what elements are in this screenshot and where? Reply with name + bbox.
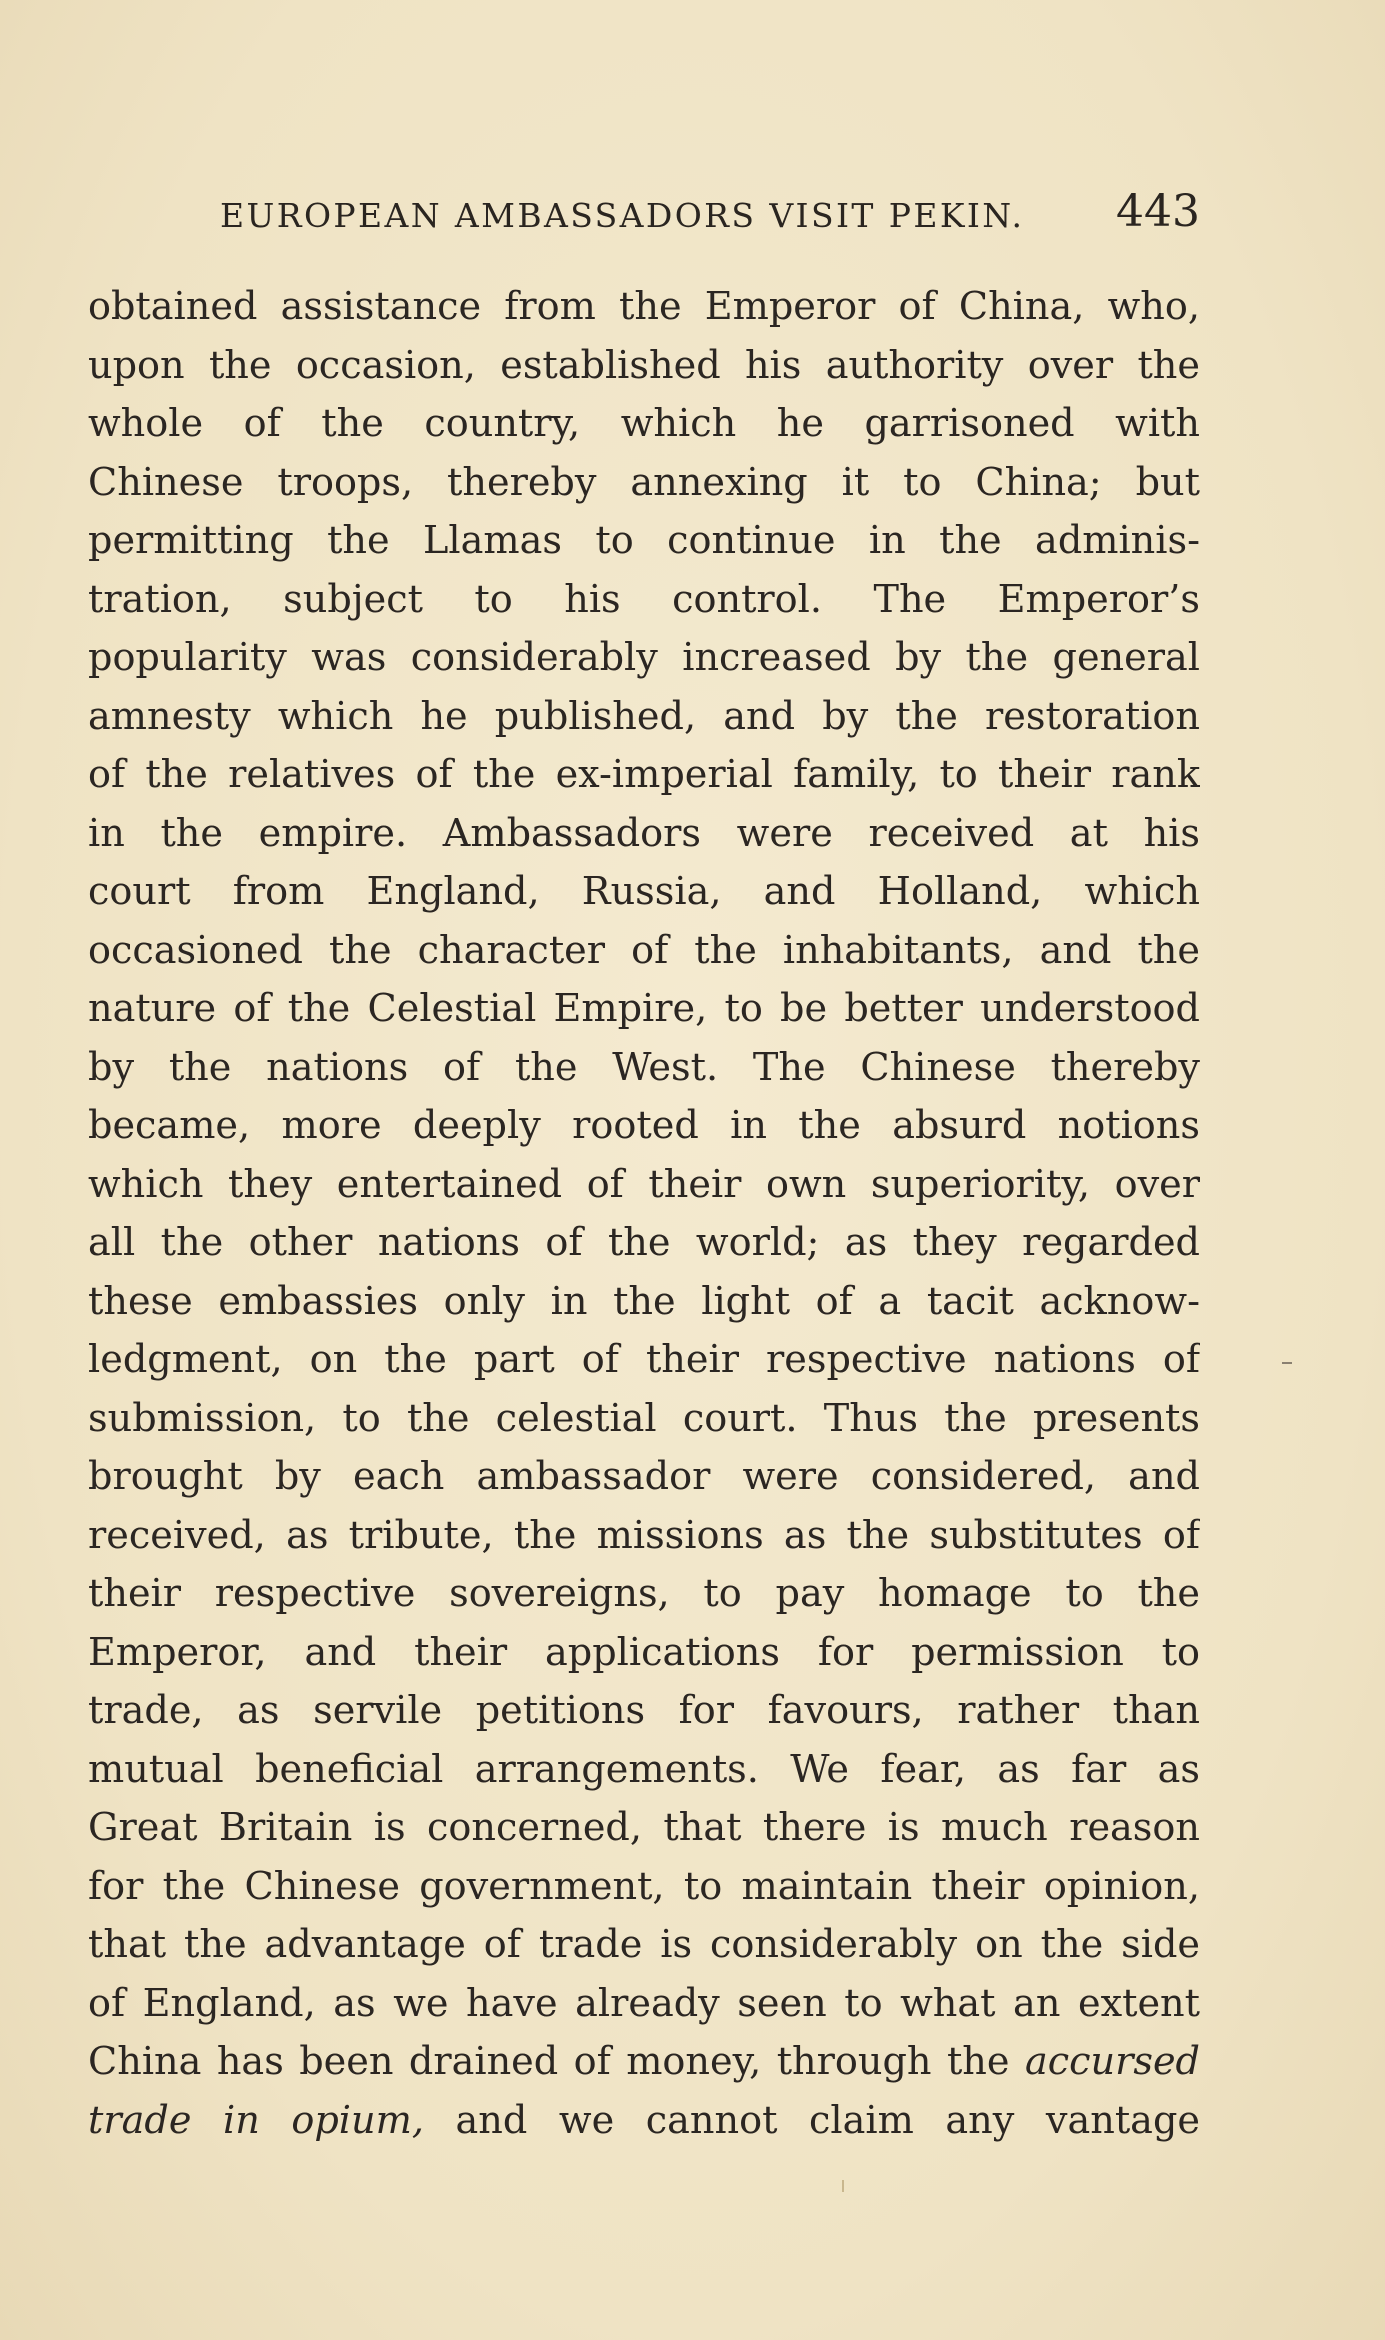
text-line: whole of the country, which he garrisoned with <box>88 402 1200 446</box>
text-line: which they entertained of their own superiority, over <box>88 1162 1200 1207</box>
text-line: submission, to the celestial court. Thus the presents <box>88 1396 1200 1441</box>
text-line: nature of the Celestial Empire, to be better understood <box>88 987 1200 1031</box>
text-line: Great Britain is concerned, that there is much reason <box>88 1806 1200 1850</box>
text-line: occasioned the character of the inhabitants, and the <box>88 928 1200 973</box>
text-line: received, as tribute, the missions as the substitutes of <box>88 1513 1200 1558</box>
text-line: their respective sovereigns, to pay homage to the <box>88 1572 1200 1616</box>
text-line-mixed <box>88 2033 1200 2092</box>
text-line: these embassies only in the light of a tacit acknow- <box>88 1279 1200 1324</box>
text-line: brought by each ambassador were considered, and <box>88 1455 1200 1499</box>
text-line: permitting the Llamas to continue in the adminis- <box>88 519 1200 563</box>
text-line: mutual beneficial arrangements. We fear, as far as <box>88 1747 1200 1792</box>
text-line: of England, as we have already seen to what an extent <box>88 1981 1200 2026</box>
margin-mark <box>1282 1362 1292 1364</box>
text-line: of the relatives of the ex-imperial family, to their rank <box>88 753 1200 797</box>
text-line: became, more deeply rooted in the absurd notions <box>88 1104 1200 1148</box>
text-line: in the empire. Ambassadors were received at his <box>88 811 1200 856</box>
text-line: Emperor, and their applications for permission to <box>88 1630 1200 1675</box>
text-italic: trade in opium, <box>88 2098 424 2143</box>
text-line: tration, subject to his control. The Emperor’s <box>88 577 1200 622</box>
text-line: obtained assistance from the Emperor of China, who, <box>88 285 1200 329</box>
text-italic: accursed <box>1024 2040 1200 2084</box>
text-line: amnesty which he published, and by the restoration <box>88 694 1200 739</box>
text-line: by the nations of the West. The Chinese thereby <box>88 1045 1200 1090</box>
text-line: that the advantage of trade is considerably on the side <box>88 1923 1200 1967</box>
page-header <box>88 186 1200 246</box>
text-line: Chinese troops, thereby annexing it to China; but <box>88 460 1200 505</box>
running-title: EUROPEAN AMBASSADORS VISIT PEKIN. <box>220 196 1025 235</box>
text-line: trade, as servile petitions for favours, rather than <box>88 1689 1200 1733</box>
text-line: upon the occasion, established his authority over the <box>88 343 1200 388</box>
paper-speck <box>842 2180 844 2192</box>
text-line: for the Chinese government, to maintain their opinion, <box>88 1864 1200 1909</box>
text-line: popularity was considerably increased by the general <box>88 636 1200 680</box>
page-number: 443 <box>1116 186 1200 237</box>
text-roman: and we cannot claim any vantage <box>423 2098 1200 2143</box>
text-line: all the other nations of the world; as they regarded <box>88 1221 1200 1265</box>
body-text <box>88 278 1200 2150</box>
text-roman: China has been drained of money, through the <box>88 2040 1025 2084</box>
text-line: court from England, Russia, and Holland, which <box>88 870 1200 914</box>
text-line-mixed <box>88 2092 1200 2151</box>
text-line: ledgment, on the part of their respective nations of <box>88 1338 1200 1382</box>
